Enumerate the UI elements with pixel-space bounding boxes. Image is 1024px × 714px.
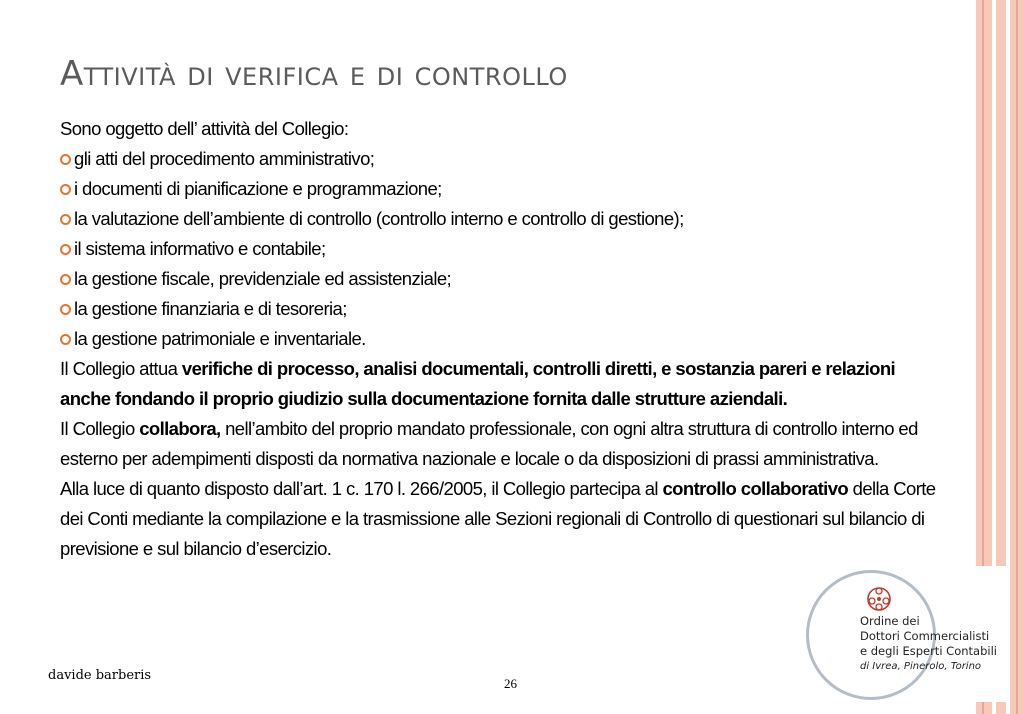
paragraph-verifiche	[60, 354, 940, 414]
logo-line: Dottori Commercialisti	[860, 629, 990, 643]
list-item	[60, 174, 940, 204]
paragraph-text: della Corte dei Conti mediante la compilazione e la trasmissione alle Sezioni regionali di Controllo di questionari sul bilancio di previsione e sul bilancio d’esercizio.	[60, 478, 936, 559]
list-item-text: la gestione fiscale, previdenziale ed assistenziale;	[74, 268, 452, 289]
bullet-icon	[60, 154, 71, 165]
paragraph-text: nell’ambito del proprio mandato professionale, con ogni altra struttura di controllo interno ed esterno per adempimenti disposti da normativa nazionale e locale o da disposizioni di prassi amministrativa.	[60, 418, 918, 469]
logo-line: e degli Esperti Contabili	[860, 644, 997, 658]
paragraph-bold-text: collabora,	[139, 418, 221, 439]
logo-line: Ordine dei	[860, 614, 920, 628]
bullet-icon	[60, 274, 71, 285]
page-number: 26	[504, 676, 517, 691]
intro-text: Sono oggetto dell’ attività del Collegio:	[60, 118, 349, 139]
footer-author: davide barberis	[48, 668, 152, 683]
paragraph-text: Alla luce di quanto disposto dall’art. 1 c. 170 l. 266/2005, il Collegio partecipa al	[60, 478, 663, 499]
border-line	[1016, 0, 1018, 714]
list-item	[60, 204, 940, 234]
slide-title: Attività di verifica e di controllo	[60, 54, 568, 94]
paragraph-bold-text: controllo collaborativo	[662, 478, 849, 499]
list-item	[60, 264, 940, 294]
bullet-icon	[60, 184, 71, 195]
list-item-text: il sistema informativo e contabile;	[74, 238, 326, 259]
paragraph-text: Il Collegio attua	[60, 358, 182, 379]
bullet-icon	[60, 214, 71, 225]
list-item	[60, 324, 940, 354]
list-item-text: i documenti di pianificazione e programmazione;	[74, 178, 442, 199]
paragraph-controllo-collaborativo	[60, 474, 940, 564]
list-item	[60, 294, 940, 324]
logo-line: di Ivrea, Pinerolo, Torino	[860, 661, 982, 672]
list-item-text: la gestione finanziaria e di tesoreria;	[74, 298, 347, 319]
slide-body	[60, 114, 940, 564]
logo-text	[860, 614, 1010, 674]
list-item	[60, 234, 940, 264]
list-item	[60, 144, 940, 174]
organization-logo	[806, 566, 1008, 702]
bullet-icon	[60, 334, 71, 345]
list-item-text: gli atti del procedimento amministrativo;	[74, 148, 375, 169]
list-item-text: la gestione patrimoniale e inventariale.	[74, 328, 366, 349]
bullet-icon	[60, 244, 71, 255]
logo-emblem-icon	[862, 584, 896, 614]
bullet-icon	[60, 304, 71, 315]
paragraph-collabora	[60, 414, 940, 474]
paragraph-text: Il Collegio	[60, 418, 140, 439]
paragraph-bold-text: verifiche di processo, analisi documentali, controlli diretti, e sostanzia pareri e relazioni anche fondando il proprio giudizio sulla documentazione fornita dalle strutture aziendali.	[60, 358, 896, 409]
list-item-text: la valutazione dell’ambiente di controllo (controllo interno e controllo di gestione);	[74, 208, 684, 229]
